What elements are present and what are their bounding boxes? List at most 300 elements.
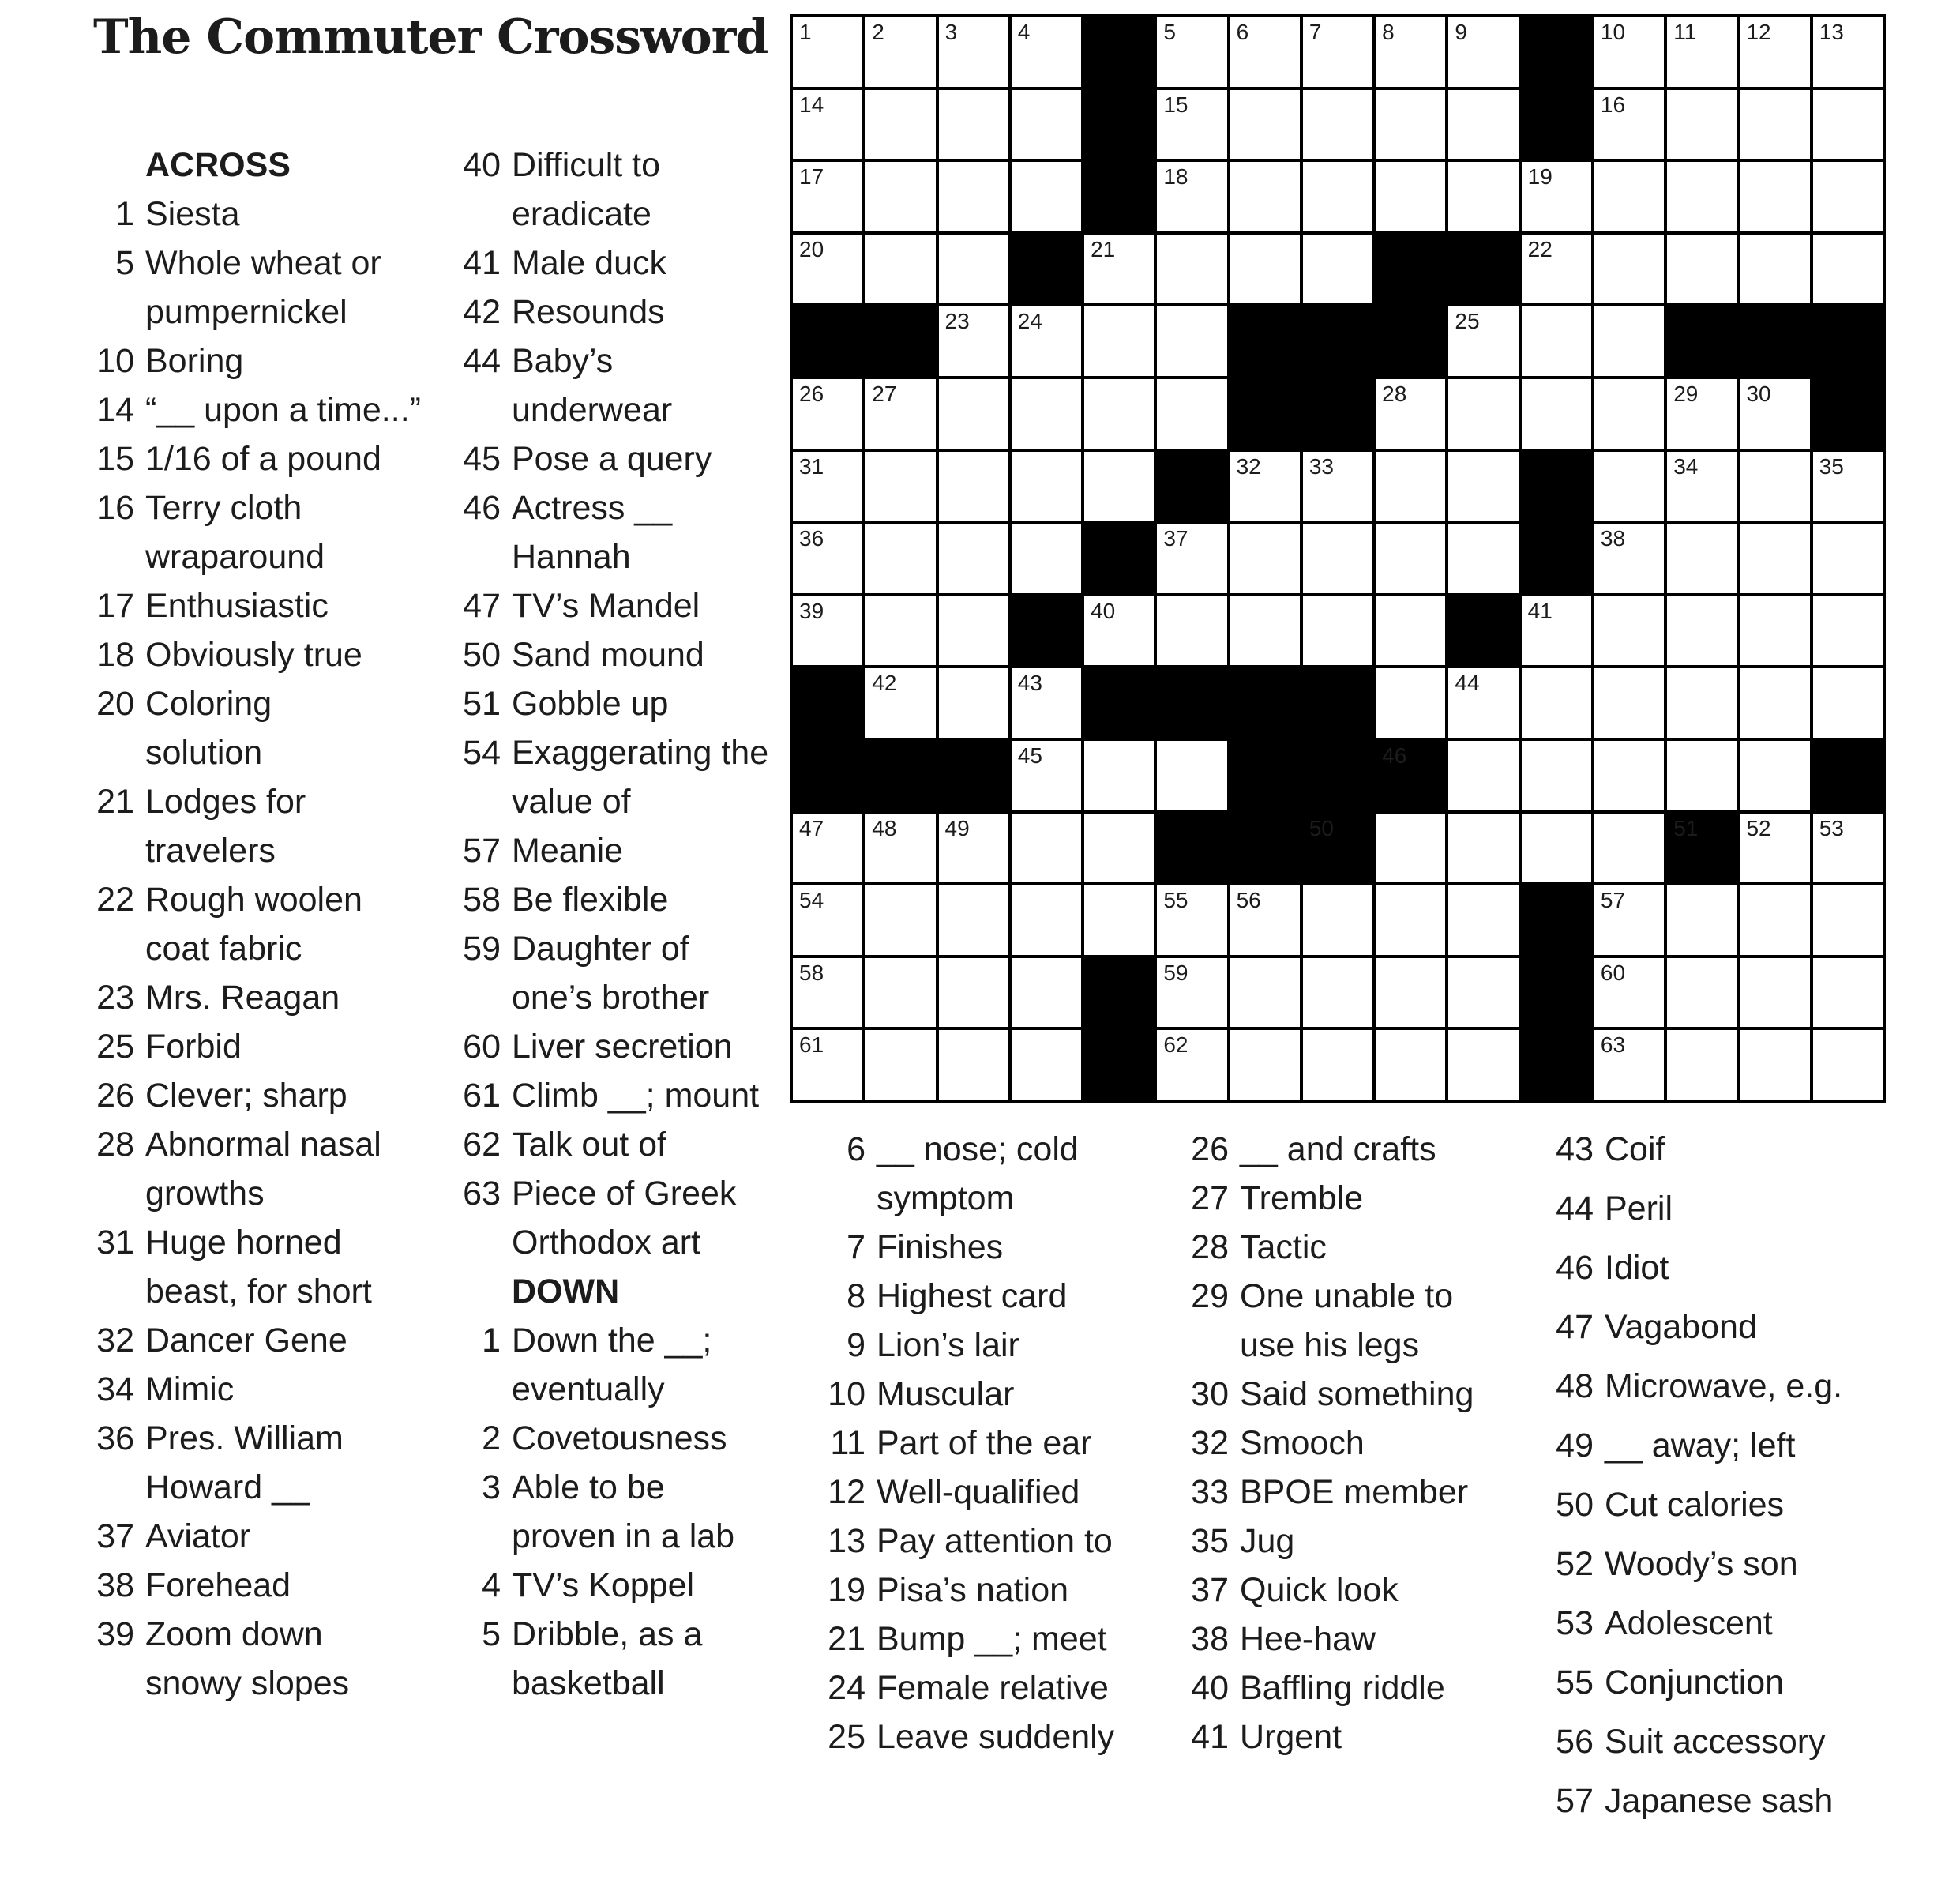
grid-cell[interactable] (1157, 741, 1226, 810)
cell-number: 27 (872, 382, 897, 406)
clue-number: 33 (1191, 1473, 1229, 1511)
grid-cell[interactable] (1376, 452, 1445, 521)
grid-cell[interactable] (1594, 814, 1664, 883)
clue-item (1185, 1419, 1474, 1468)
clue-item (456, 1463, 768, 1561)
grid-cell[interactable] (865, 958, 935, 1028)
grid-cell[interactable] (1230, 1030, 1300, 1100)
grid-cell[interactable] (939, 452, 1008, 521)
grid-cell[interactable] (1012, 958, 1081, 1028)
grid-cell[interactable] (1303, 452, 1372, 521)
grid-cell[interactable] (939, 379, 1008, 449)
grid-cell[interactable] (1012, 1030, 1081, 1100)
grid-cell[interactable] (939, 814, 1008, 883)
grid-cell[interactable] (1522, 306, 1591, 376)
clue-number: 53 (1556, 1604, 1594, 1642)
grid-cell[interactable] (1012, 524, 1081, 593)
clue-text: Vagabond (1605, 1308, 1757, 1346)
grid-cell[interactable] (1303, 162, 1372, 231)
clue-text: 1/16 of a pound (145, 440, 381, 478)
clue-text: Lion’s lair (877, 1326, 1019, 1364)
grid-cell[interactable] (939, 958, 1008, 1028)
clue-number: 1 (482, 1321, 501, 1359)
clue-text: Howard __ (145, 1468, 310, 1506)
clue-number: 51 (463, 685, 501, 723)
clue-number: 6 (847, 1130, 865, 1168)
grid-cell[interactable] (1448, 524, 1518, 593)
cell-number: 7 (1309, 20, 1322, 44)
grid-block (1157, 452, 1226, 521)
grid-block (1012, 235, 1081, 304)
grid-cell[interactable] (1230, 885, 1300, 955)
grid-cell[interactable] (1522, 814, 1591, 883)
clue-number: 25 (828, 1718, 865, 1756)
cell-number: 58 (799, 960, 824, 985)
grid-cell[interactable] (1303, 596, 1372, 666)
grid-block (1376, 306, 1445, 376)
clue-text: Leave suddenly (877, 1718, 1115, 1756)
grid-cell[interactable] (1813, 452, 1883, 521)
grid-cell[interactable] (1303, 885, 1372, 955)
grid-cell[interactable] (939, 306, 1008, 376)
grid-cell[interactable] (1813, 958, 1883, 1028)
clue-number: 5 (115, 244, 134, 282)
grid-cell[interactable] (1084, 235, 1154, 304)
clue-text: Jug (1240, 1522, 1295, 1560)
grid-cell[interactable] (1012, 379, 1081, 449)
cell-number: 41 (1527, 598, 1553, 623)
grid-cell[interactable] (1376, 596, 1445, 666)
clue-text: BPOE member (1240, 1473, 1469, 1511)
grid-cell[interactable] (1740, 596, 1809, 666)
clue-text: beast, for short (145, 1273, 372, 1310)
clue-number: 2 (482, 1419, 501, 1457)
grid-cell[interactable] (1084, 885, 1154, 955)
grid-cell[interactable] (1813, 17, 1883, 87)
clue-number: 31 (96, 1224, 134, 1261)
clue-text: Highest card (877, 1277, 1068, 1315)
grid-block (865, 741, 935, 810)
grid-cell[interactable] (865, 17, 935, 87)
grid-cell[interactable] (793, 958, 862, 1028)
grid-cell[interactable] (1303, 17, 1372, 87)
grid-cell[interactable] (1740, 452, 1809, 521)
clue-item (92, 630, 421, 679)
clue-text: solution (145, 734, 263, 772)
grid-cell[interactable] (1522, 596, 1591, 666)
grid-cell[interactable] (1448, 668, 1518, 738)
grid-block (865, 306, 935, 376)
grid-cell[interactable] (1230, 958, 1300, 1028)
clue-number: 12 (828, 1473, 865, 1511)
grid-cell[interactable] (939, 1030, 1008, 1100)
grid-cell[interactable] (1667, 90, 1737, 160)
clue-number: 42 (463, 293, 501, 331)
grid-cell[interactable] (1813, 1030, 1883, 1100)
grid-cell[interactable] (1740, 741, 1809, 810)
clue-number: 3 (482, 1468, 501, 1506)
clue-text: Hannah (512, 538, 631, 576)
grid-block (1084, 958, 1154, 1028)
grid-cell[interactable] (1448, 306, 1518, 376)
grid-cell[interactable] (1230, 596, 1300, 666)
grid-cell[interactable] (793, 452, 862, 521)
grid-cell[interactable] (1813, 162, 1883, 231)
clue-item (1185, 1223, 1474, 1272)
grid-cell[interactable] (1012, 741, 1081, 810)
clue-item (821, 1712, 1114, 1761)
cell-number: 29 (1673, 382, 1699, 406)
grid-cell[interactable] (1157, 90, 1226, 160)
grid-cell[interactable] (939, 596, 1008, 666)
grid-cell[interactable] (1594, 235, 1664, 304)
clue-item (92, 434, 421, 483)
grid-cell[interactable] (1740, 1030, 1809, 1100)
grid-cell[interactable] (939, 524, 1008, 593)
grid-cell[interactable] (793, 1030, 862, 1100)
clue-item (92, 1316, 421, 1365)
grid-cell[interactable] (865, 524, 935, 593)
clue-item (1185, 1517, 1474, 1566)
grid-cell[interactable] (1667, 452, 1737, 521)
grid-cell[interactable] (1448, 90, 1518, 160)
grid-cell[interactable] (939, 235, 1008, 304)
grid-cell[interactable] (1376, 1030, 1445, 1100)
grid-cell[interactable] (1084, 596, 1154, 666)
grid-cell[interactable] (1012, 814, 1081, 883)
clue-text: Be flexible (512, 881, 669, 919)
grid-cell[interactable] (1303, 958, 1372, 1028)
grid-cell[interactable] (1376, 379, 1445, 449)
grid-cell[interactable] (1594, 524, 1664, 593)
clue-number: 21 (96, 783, 134, 821)
grid-cell[interactable] (865, 885, 935, 955)
grid-cell[interactable] (1594, 452, 1664, 521)
grid-cell[interactable] (1667, 524, 1737, 593)
grid-cell[interactable] (1376, 668, 1445, 738)
grid-cell[interactable] (1667, 379, 1737, 449)
grid-cell[interactable] (793, 596, 862, 666)
grid-cell[interactable] (939, 668, 1008, 738)
grid-cell[interactable] (1594, 90, 1664, 160)
clue-item (456, 875, 768, 924)
grid-cell[interactable] (1740, 235, 1809, 304)
grid-cell[interactable] (1813, 90, 1883, 160)
clue-number: 48 (1556, 1367, 1594, 1405)
grid-cell[interactable] (1012, 668, 1081, 738)
grid-cell[interactable] (1157, 306, 1226, 376)
grid-cell[interactable] (865, 814, 935, 883)
grid-cell[interactable] (1084, 379, 1154, 449)
grid-cell[interactable] (1740, 885, 1809, 955)
grid-cell[interactable] (1157, 379, 1226, 449)
grid-cell[interactable] (1667, 668, 1737, 738)
grid-cell[interactable] (865, 668, 935, 738)
cell-number: 48 (872, 815, 897, 840)
grid-block (1667, 814, 1737, 883)
grid-cell[interactable] (1740, 90, 1809, 160)
clue-number: 40 (1191, 1669, 1229, 1707)
grid-cell[interactable] (1740, 17, 1809, 87)
clue-text: __ away; left (1605, 1427, 1796, 1464)
clue-text: Baby’s (512, 342, 614, 380)
clue-number: 54 (463, 734, 501, 772)
grid-cell[interactable] (1522, 668, 1591, 738)
grid-cell[interactable] (1667, 1030, 1737, 1100)
grid-cell[interactable] (1667, 741, 1737, 810)
clue-text: Enthusiastic (145, 587, 329, 625)
cell-number: 13 (1819, 20, 1844, 44)
grid-cell[interactable] (1012, 17, 1081, 87)
grid-block (1230, 379, 1300, 449)
clue-section-heading: ACROSS (145, 146, 291, 184)
clue-item (456, 1120, 768, 1169)
grid-cell[interactable] (1594, 668, 1664, 738)
grid-cell[interactable] (1157, 235, 1226, 304)
clue-item (92, 1561, 421, 1610)
grid-cell[interactable] (1594, 1030, 1664, 1100)
grid-cell[interactable] (1667, 17, 1737, 87)
cell-number: 11 (1673, 20, 1697, 44)
grid-cell[interactable] (1667, 885, 1737, 955)
cell-number: 26 (799, 382, 824, 406)
grid-cell[interactable] (1813, 524, 1883, 593)
grid-cell[interactable] (1740, 162, 1809, 231)
clue-item (821, 1517, 1114, 1566)
clue-number: 7 (847, 1228, 865, 1266)
clue-text: Sand mound (512, 636, 704, 674)
grid-cell[interactable] (1448, 814, 1518, 883)
cell-number: 40 (1091, 598, 1116, 623)
grid-cell[interactable] (865, 596, 935, 666)
grid-cell[interactable] (1740, 524, 1809, 593)
clue-item (456, 1071, 768, 1120)
grid-block (1522, 1030, 1591, 1100)
grid-block (1084, 17, 1154, 87)
clue-number: 46 (463, 489, 501, 527)
cell-number: 20 (799, 236, 824, 261)
grid-cell[interactable] (1448, 1030, 1518, 1100)
grid-cell[interactable] (1230, 452, 1300, 521)
clue-item (1549, 1658, 1842, 1707)
grid-cell[interactable] (1667, 235, 1737, 304)
clue-number: 58 (463, 881, 501, 919)
clue-item (821, 1615, 1114, 1664)
grid-cell[interactable] (865, 162, 935, 231)
clue-number: 47 (1556, 1308, 1594, 1346)
grid-cell[interactable] (1594, 379, 1664, 449)
grid-cell[interactable] (1376, 90, 1445, 160)
grid-cell[interactable] (1084, 814, 1154, 883)
cell-number: 14 (799, 92, 824, 117)
grid-cell[interactable] (1157, 958, 1226, 1028)
grid-cell[interactable] (793, 885, 862, 955)
grid-cell[interactable] (1303, 235, 1372, 304)
grid-cell[interactable] (865, 235, 935, 304)
clue-text: Pres. William (145, 1419, 344, 1457)
cell-number: 10 (1600, 20, 1626, 44)
grid-cell[interactable] (1376, 524, 1445, 593)
clue-text: snowy slopes (145, 1664, 350, 1702)
grid-cell[interactable] (1594, 17, 1664, 87)
grid-cell[interactable] (1448, 958, 1518, 1028)
grid-block (1084, 90, 1154, 160)
grid-cell[interactable] (1448, 741, 1518, 810)
grid-cell[interactable] (1448, 379, 1518, 449)
grid-cell[interactable] (793, 379, 862, 449)
cell-number: 47 (799, 815, 824, 840)
grid-cell[interactable] (1303, 90, 1372, 160)
grid-cell[interactable] (1594, 596, 1664, 666)
clue-text: Pisa’s nation (877, 1571, 1069, 1609)
grid-cell[interactable] (1813, 668, 1883, 738)
grid-cell[interactable] (1376, 814, 1445, 883)
grid-cell[interactable] (1740, 668, 1809, 738)
cell-number: 17 (799, 164, 824, 190)
grid-cell[interactable] (1522, 162, 1591, 231)
clue-item (1185, 1468, 1474, 1517)
clue-item (1185, 1712, 1474, 1761)
grid-cell[interactable] (1667, 162, 1737, 231)
grid-cell[interactable] (1813, 885, 1883, 955)
clue-text: eradicate (512, 195, 651, 233)
grid-cell[interactable] (939, 17, 1008, 87)
clue-number: 46 (1556, 1249, 1594, 1287)
grid-cell[interactable] (1522, 741, 1591, 810)
grid-block (1303, 379, 1372, 449)
grid-cell[interactable] (793, 162, 862, 231)
grid-cell[interactable] (939, 90, 1008, 160)
grid-cell[interactable] (1157, 524, 1226, 593)
grid-cell[interactable] (1376, 958, 1445, 1028)
grid-cell[interactable] (1157, 1030, 1226, 1100)
clue-text: Actress __ (512, 489, 673, 527)
grid-cell[interactable] (1157, 596, 1226, 666)
grid-cell[interactable] (1012, 885, 1081, 955)
grid-cell[interactable] (1084, 741, 1154, 810)
grid-cell[interactable] (1813, 814, 1883, 883)
clue-text: Baffling riddle (1240, 1669, 1445, 1707)
grid-cell[interactable] (1012, 162, 1081, 231)
grid-cell[interactable] (1667, 596, 1737, 666)
grid-cell[interactable] (865, 379, 935, 449)
clue-text: one’s brother (512, 979, 710, 1017)
grid-cell[interactable] (1012, 90, 1081, 160)
grid-cell[interactable] (1594, 741, 1664, 810)
clue-item (456, 434, 768, 483)
grid-cell[interactable] (1376, 885, 1445, 955)
grid-cell[interactable] (1012, 452, 1081, 521)
clue-number: 34 (96, 1370, 134, 1408)
grid-cell[interactable] (1230, 162, 1300, 231)
grid-cell[interactable] (1740, 958, 1809, 1028)
clue-text: proven in a lab (512, 1517, 735, 1555)
grid-cell[interactable] (1084, 306, 1154, 376)
grid-cell[interactable] (1740, 814, 1809, 883)
clue-number: 26 (1191, 1130, 1229, 1168)
clue-text: Well-qualified (877, 1473, 1080, 1511)
clue-text: Adolescent (1605, 1604, 1773, 1642)
cell-number: 33 (1309, 453, 1335, 479)
grid-cell[interactable] (1303, 524, 1372, 593)
grid-cell[interactable] (1594, 162, 1664, 231)
clue-number: 57 (463, 832, 501, 870)
grid-cell[interactable] (1448, 452, 1518, 521)
clue-number: 50 (463, 636, 501, 674)
grid-cell[interactable] (1157, 17, 1226, 87)
clue-text: Climb __; mount (512, 1077, 760, 1115)
clue-item (92, 1120, 421, 1218)
grid-cell[interactable] (1740, 379, 1809, 449)
clue-text: Suit accessory (1605, 1723, 1826, 1761)
grid-cell[interactable] (1230, 235, 1300, 304)
clue-text: “__ upon a time...” (145, 391, 421, 429)
cell-number: 28 (1382, 382, 1407, 406)
grid-cell[interactable] (939, 885, 1008, 955)
clue-column-5 (1549, 1125, 1842, 1836)
grid-cell[interactable] (1157, 885, 1226, 955)
grid-cell[interactable] (793, 524, 862, 593)
grid-cell[interactable] (1230, 90, 1300, 160)
clue-item (1549, 1421, 1842, 1470)
cell-number: 46 (1382, 743, 1407, 768)
grid-cell[interactable] (865, 452, 935, 521)
grid-cell[interactable] (1594, 306, 1664, 376)
grid-cell[interactable] (1084, 452, 1154, 521)
grid-cell[interactable] (1448, 17, 1518, 87)
grid-cell[interactable] (1522, 379, 1591, 449)
grid-cell[interactable] (793, 17, 862, 87)
clue-text: Peril (1605, 1190, 1673, 1227)
grid-cell[interactable] (1522, 235, 1591, 304)
grid-cell[interactable] (1448, 162, 1518, 231)
grid-cell[interactable] (1594, 958, 1664, 1028)
grid-cell[interactable] (1376, 17, 1445, 87)
clue-item (456, 630, 768, 679)
clue-number: 28 (1191, 1228, 1229, 1266)
grid-cell[interactable] (939, 162, 1008, 231)
clue-item (1549, 1243, 1842, 1292)
grid-cell[interactable] (1594, 885, 1664, 955)
grid-cell[interactable] (1667, 958, 1737, 1028)
clue-number: 27 (1191, 1179, 1229, 1217)
grid-cell[interactable] (1813, 596, 1883, 666)
grid-cell[interactable] (793, 235, 862, 304)
grid-cell[interactable] (865, 90, 935, 160)
grid-cell[interactable] (793, 814, 862, 883)
grid-cell[interactable] (1230, 17, 1300, 87)
grid-cell[interactable] (865, 1030, 935, 1100)
grid-block (1813, 741, 1883, 810)
grid-block (1813, 306, 1883, 376)
clue-item (456, 1414, 768, 1463)
clue-item (1549, 1125, 1842, 1174)
clue-text: Aviator (145, 1517, 251, 1555)
grid-cell[interactable] (1012, 306, 1081, 376)
grid-cell[interactable] (1813, 235, 1883, 304)
clue-number: 13 (828, 1522, 865, 1560)
grid-cell[interactable] (793, 90, 862, 160)
clue-text: Forbid (145, 1028, 242, 1066)
grid-cell[interactable] (1303, 1030, 1372, 1100)
grid-cell[interactable] (1230, 524, 1300, 593)
clue-text: Part of the ear (877, 1424, 1092, 1462)
clue-text: Abnormal nasal (145, 1126, 381, 1164)
grid-cell[interactable] (1376, 162, 1445, 231)
grid-cell[interactable] (1157, 162, 1226, 231)
grid-cell[interactable] (1448, 885, 1518, 955)
clue-number: 18 (96, 636, 134, 674)
